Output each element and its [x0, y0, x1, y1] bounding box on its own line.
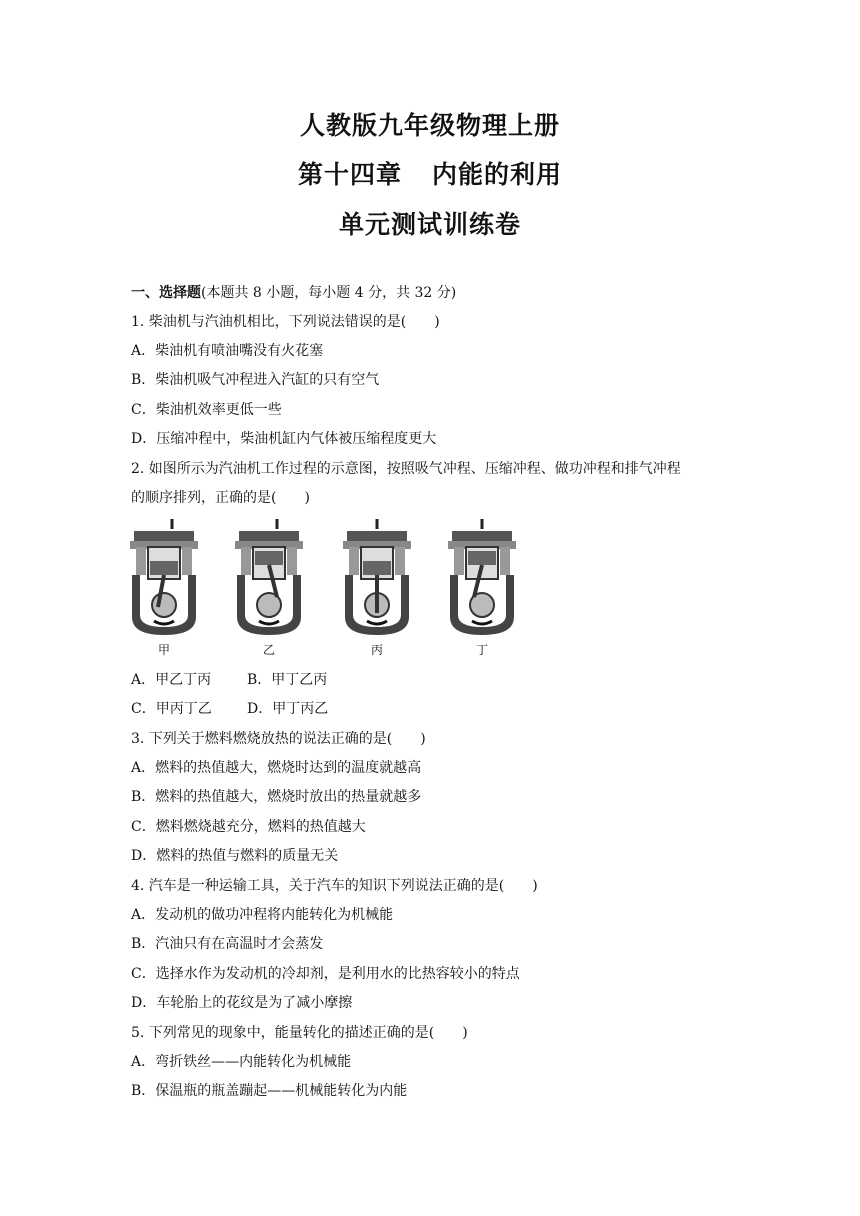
engine-cylinder-illustration [233, 517, 305, 639]
question-1-option-a: A．柴油机有喷油嘴没有火花塞 [131, 343, 324, 359]
section-heading-note: (本题共 8 小题，每小题 4 分，共 32 分) [201, 285, 457, 301]
question-3-option-a: A．燃料的热值越大，燃烧时达到的温度就越高 [131, 760, 422, 776]
engine-diagram-ding [446, 517, 518, 659]
chapter-name: 内能的利用 [432, 160, 563, 189]
question-3-option-b: B．燃料的热值越大，燃烧时放出的热量就越多 [131, 789, 422, 805]
question-4-option-c: C．选择水作为发动机的冷却剂，是利用水的比热容较小的特点 [131, 966, 520, 982]
section-heading-label: 一、选择题 [131, 285, 201, 301]
question-2-option-d: D．甲丁丙乙 [247, 701, 329, 717]
document-title: 人教版九年级物理上册 [299, 111, 560, 140]
question-5-stem: 5. 下列常见的现象中，能量转化的描述正确的是( ) [131, 1025, 468, 1041]
question-2-stem-line1: 2. 如图所示为汽油机工作过程的示意图，按照吸气冲程、压缩冲程、做功冲程和排气冲程 [131, 461, 681, 477]
question-3-option-c: C．燃料燃烧越充分，燃料的热值越大 [131, 819, 366, 835]
question-5-option-b: B．保温瓶的瓶盖蹦起——机械能转化为内能 [131, 1083, 408, 1099]
question-4-option-b: B．汽油只有在高温时才会蒸发 [131, 936, 324, 952]
chapter-title [0, 155, 860, 191]
question-2-option-c: C．甲丙丁乙 [131, 701, 212, 717]
figure-label-jia: 甲 [157, 643, 170, 657]
question-3-option-d: D．燃料的热值与燃料的质量无关 [131, 848, 339, 864]
engine-diagram-yi [233, 517, 305, 659]
engine-diagram-jia [128, 517, 200, 659]
question-2-options-row1 [131, 671, 328, 689]
engine-cylinder-illustration [128, 517, 200, 639]
question-5-option-a: A．弯折铁丝——内能转化为机械能 [131, 1054, 352, 1070]
engine-cylinder-illustration [446, 517, 518, 639]
figure-label-bing: 丙 [370, 643, 383, 657]
engine-cylinder-illustration [341, 517, 413, 639]
question-2-option-b: B．甲丁乙丙 [247, 672, 328, 688]
question-1-option-d: D．压缩冲程中，柴油机缸内气体被压缩程度更大 [131, 431, 437, 447]
engine-stroke-figures [128, 517, 528, 659]
question-2-options-row2 [131, 700, 329, 718]
question-2-option-a: A．甲乙丁丙 [131, 672, 212, 688]
question-1-option-b: B．柴油机吸气冲程进入汽缸的只有空气 [131, 372, 380, 388]
question-1-option-c: C．柴油机效率更低一些 [131, 402, 282, 418]
question-2-stem-line2: 的顺序排列，正确的是( ) [131, 490, 310, 506]
section-heading [131, 284, 456, 302]
question-4-stem: 4. 汽车是一种运输工具，关于汽车的知识下列说法正确的是( ) [131, 878, 538, 894]
question-4-option-a: A．发动机的做功冲程将内能转化为机械能 [131, 907, 394, 923]
figure-label-ding: 丁 [475, 643, 488, 657]
test-title: 单元测试训练卷 [338, 210, 521, 239]
figure-label-yi: 乙 [262, 643, 275, 657]
question-4-option-d: D．车轮胎上的花纹是为了减小摩擦 [131, 995, 353, 1011]
question-1-stem: 1. 柴油机与汽油机相比，下列说法错误的是( ) [131, 314, 440, 330]
question-3-stem: 3. 下列关于燃料燃烧放热的说法正确的是( ) [131, 731, 426, 747]
chapter-number: 第十四章 [297, 160, 402, 189]
engine-diagram-bing [341, 517, 413, 659]
